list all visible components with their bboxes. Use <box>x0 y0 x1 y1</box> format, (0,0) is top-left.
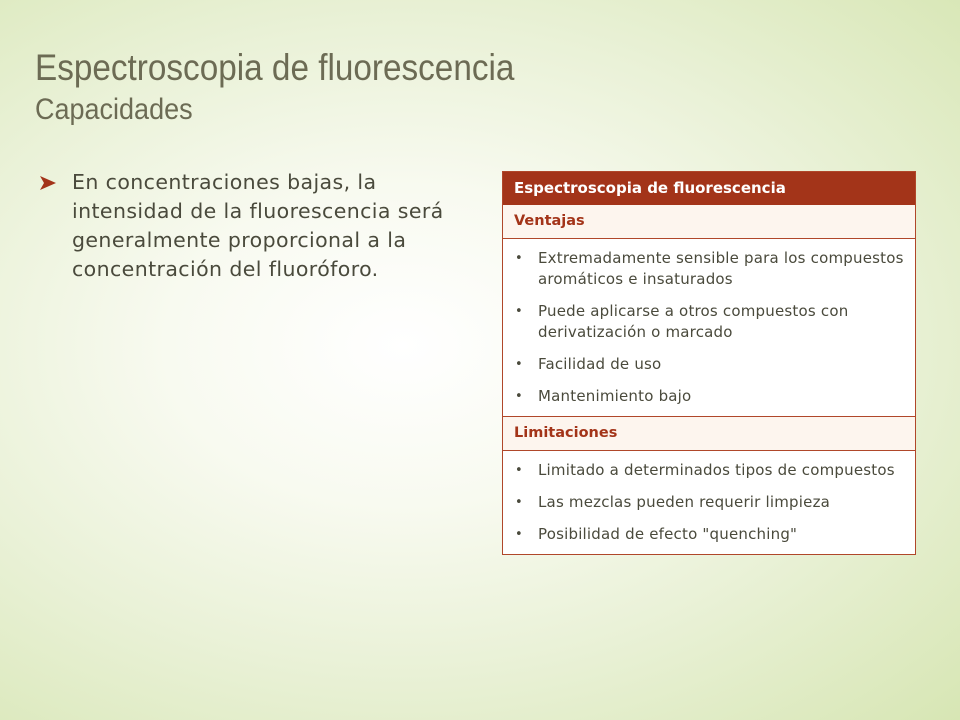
list-item-text: Puede aplicarse a otros compuestos con derivatización o marcado <box>538 302 849 341</box>
list-item-text: Limitado a determinados tipos de compuestos <box>538 461 895 479</box>
arrow-bullet-icon <box>38 173 58 193</box>
bullet-text: En concentraciones bajas, la intensidad de la fluorescencia será generalmente proporcional a la concentración del fluoróforo. <box>72 170 444 281</box>
list-item-text: Extremadamente sensible para los compuestos aromáticos e insaturados <box>538 249 904 288</box>
list-item <box>513 354 905 375</box>
section-body-ventajas <box>503 239 915 417</box>
bullet-dot: • <box>515 389 523 404</box>
list-item <box>513 386 905 407</box>
bullet-dot: • <box>515 251 523 266</box>
list-item <box>513 524 905 545</box>
list-item-text: Mantenimiento bajo <box>538 387 692 405</box>
section-body-limitaciones <box>503 451 915 554</box>
slide-title: Espectroscopia de fluorescencia <box>35 47 515 88</box>
list-item <box>513 460 905 481</box>
slide-subtitle: Capacidades <box>35 93 193 126</box>
bullet-dot: • <box>515 463 523 478</box>
section-label-ventajas: Ventajas <box>503 205 915 239</box>
comparison-table <box>502 171 916 555</box>
bullet-point <box>38 168 478 284</box>
title-block <box>35 46 568 128</box>
section-label-limitaciones: Limitaciones <box>503 417 915 451</box>
bullet-dot: • <box>515 357 523 372</box>
list-item <box>513 492 905 513</box>
bullet-dot: • <box>515 304 523 319</box>
list-item-text: Facilidad de uso <box>538 355 662 373</box>
list-item <box>513 301 905 343</box>
list-item-text: Las mezclas pueden requerir limpieza <box>538 493 831 511</box>
table-header: Espectroscopia de fluorescencia <box>503 172 915 205</box>
list-item <box>513 248 905 290</box>
bullet-dot: • <box>515 527 523 542</box>
list-item-text: Posibilidad de efecto "quenching" <box>538 525 798 543</box>
bullet-dot: • <box>515 495 523 510</box>
